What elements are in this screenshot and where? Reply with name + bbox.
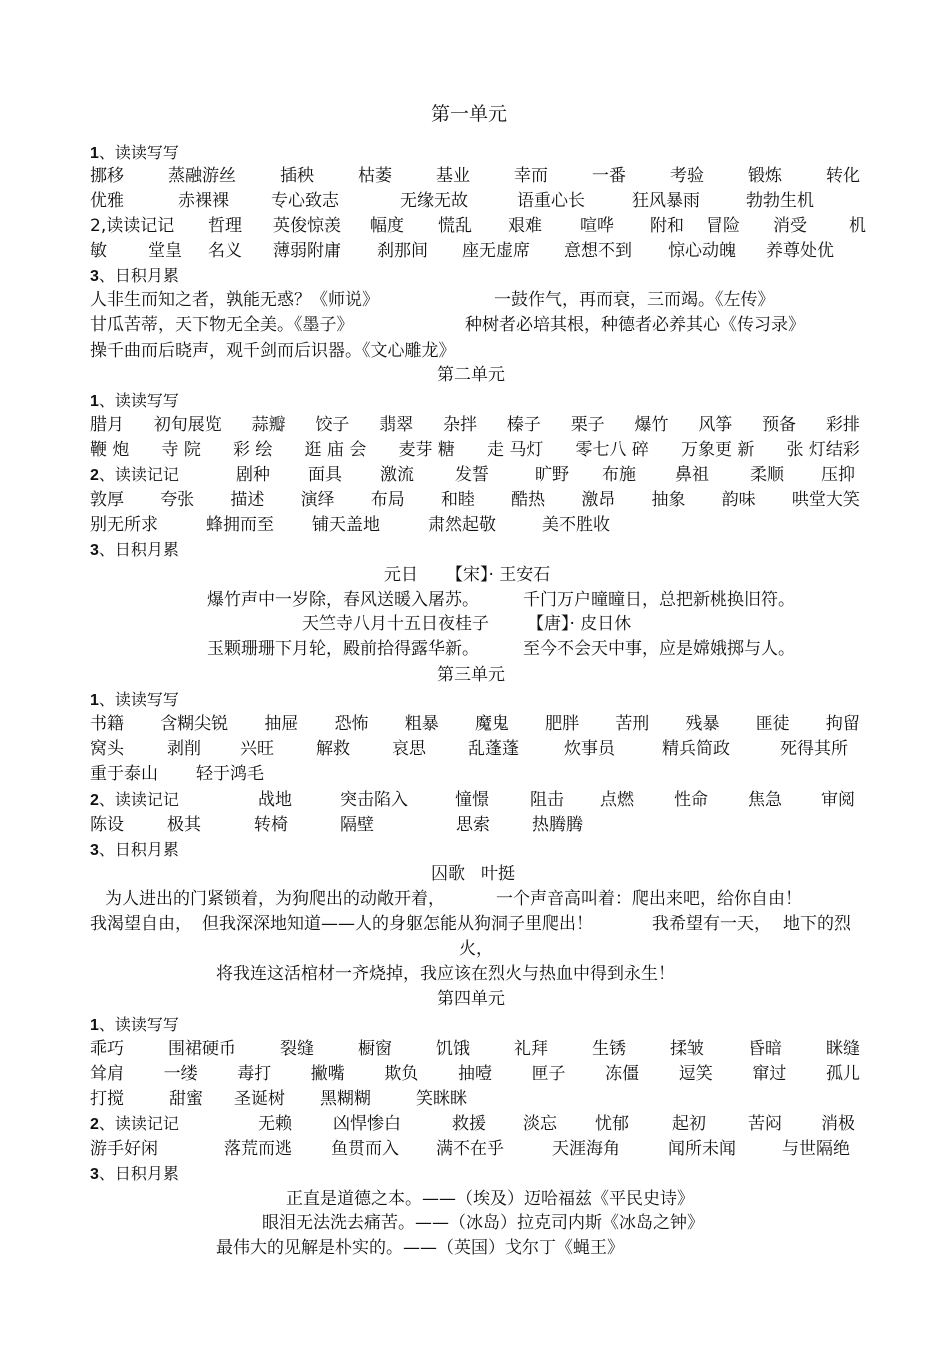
u3-heading-1: 1、读读写写 bbox=[90, 690, 179, 709]
u1-quote-1b: 一鼓作气，再而衰，三而竭。《左传》 bbox=[494, 290, 775, 310]
vocab-word: 肥胖 bbox=[545, 714, 580, 734]
vocab-word: 抽噎 bbox=[457, 1064, 492, 1084]
vocab-word: 无缘无故 bbox=[400, 191, 468, 211]
vocab-word: 发誓 bbox=[455, 465, 489, 485]
vocab-word: 窜过 bbox=[752, 1064, 787, 1084]
u2-poem-1-title: 元日 bbox=[384, 565, 418, 585]
vocab-word: 剥削 bbox=[167, 739, 201, 759]
u3-poem-line-2b: 但我深深地知道——人的身躯怎能从狗洞子里爬出！ bbox=[202, 914, 593, 934]
u1-word-row-1 bbox=[90, 165, 860, 187]
vocab-word: 眯缝 bbox=[826, 1039, 860, 1059]
vocab-word: 枯萎 bbox=[358, 166, 392, 186]
vocab-word: 忧郁 bbox=[595, 1114, 629, 1134]
vocab-word: 座无虚席 bbox=[462, 241, 530, 261]
vocab-word: 名义 bbox=[208, 241, 242, 261]
u1-quote-1a: 人非生而知之者，孰能无惑？《师说》 bbox=[90, 290, 379, 310]
u4-quote-1: 正直是道德之本。——（埃及）迈哈福兹《平民史诗》 bbox=[286, 1189, 694, 1209]
u2-poem-1-author: 【宋】· 王安石 bbox=[446, 565, 551, 585]
vocab-word: 初旬展览 bbox=[153, 415, 222, 435]
vocab-word: 爆竹 bbox=[634, 415, 669, 435]
vocab-word: 激昂 bbox=[581, 490, 616, 510]
vocab-word: 零七八 碎 bbox=[575, 440, 649, 460]
vocab-word: 冒险 bbox=[706, 216, 740, 236]
vocab-word: 甜蜜 bbox=[169, 1089, 203, 1109]
vocab-word: 性命 bbox=[674, 790, 708, 810]
vocab-word: 蒜瓣 bbox=[251, 415, 286, 435]
vocab-word: 思索 bbox=[456, 815, 490, 835]
vocab-word: 打搅 bbox=[90, 1089, 124, 1109]
vocab-word: 布局 bbox=[370, 490, 405, 510]
vocab-word: 一缕 bbox=[163, 1064, 198, 1084]
vocab-word: 夸张 bbox=[160, 490, 195, 510]
vocab-word: 饥饿 bbox=[436, 1039, 470, 1059]
vocab-word: 抽屉 bbox=[264, 714, 299, 734]
u1-quote-3: 操千曲而后晓声，观千剑而后识器。《文心雕龙》 bbox=[90, 341, 456, 361]
vocab-word: 恐怖 bbox=[334, 714, 369, 734]
vocab-word: 苦闷 bbox=[748, 1114, 782, 1134]
vocab-word: 鼻祖 bbox=[675, 465, 709, 485]
vocab-word: 生锈 bbox=[592, 1039, 626, 1059]
u3-word-row-1 bbox=[90, 713, 860, 735]
vocab-word: 陈设 bbox=[90, 815, 124, 835]
vocab-word: 圣诞树 bbox=[234, 1089, 285, 1109]
vocab-word: 喧哗 bbox=[580, 216, 614, 236]
vocab-word: 点燃 bbox=[600, 790, 634, 810]
vocab-word: 万象更 新 bbox=[681, 440, 755, 460]
vocab-word: 冻僵 bbox=[605, 1064, 640, 1084]
u2-heading-2: 2、读读记记 bbox=[90, 465, 179, 484]
vocab-word: 一番 bbox=[592, 166, 626, 186]
vocab-word: 面具 bbox=[308, 465, 342, 485]
u2-heading-3: 3、日积月累 bbox=[90, 540, 179, 559]
vocab-word: 闻所未闻 bbox=[668, 1139, 736, 1159]
vocab-word: 榛子 bbox=[506, 415, 541, 435]
u3-poem-line-3: 火， bbox=[459, 939, 493, 959]
vocab-word: 张 灯结彩 bbox=[786, 440, 860, 460]
vocab-word: 演绎 bbox=[300, 490, 335, 510]
u2-poem-1-line-1: 爆竹声中一岁除，春风送暖入屠苏。 bbox=[207, 590, 479, 610]
u1-quote-2b: 种树者必培其根，种德者必养其心《传习录》 bbox=[465, 315, 805, 335]
vocab-word: 消受 bbox=[773, 216, 807, 236]
u3-heading-3: 3、日积月累 bbox=[90, 840, 179, 859]
vocab-word: 薄弱附庸 bbox=[273, 241, 341, 261]
vocab-word: 乖巧 bbox=[90, 1039, 124, 1059]
vocab-word: 慌乱 bbox=[438, 216, 472, 236]
u2-poem-1-line-2: 千门万户曈曈日，总把新桃换旧符。 bbox=[523, 590, 795, 610]
vocab-word: 走 马灯 bbox=[486, 440, 544, 460]
vocab-word: 描述 bbox=[230, 490, 265, 510]
vocab-word: 和睦 bbox=[440, 490, 475, 510]
vocab-word: 欺负 bbox=[384, 1064, 419, 1084]
u3-poem-line-1b: 一个声音高叫着：爬出来吧，给你自由！ bbox=[496, 889, 802, 909]
vocab-word: 审阅 bbox=[821, 790, 855, 810]
vocab-word: 凶悍惨白 bbox=[333, 1114, 401, 1134]
vocab-word: 匪徒 bbox=[755, 714, 790, 734]
u4-quote-2: 眼泪无法洗去痛苦。——（冰岛）拉克司内斯《冰岛之钟》 bbox=[262, 1213, 704, 1233]
vocab-word: 满不在乎 bbox=[436, 1139, 504, 1159]
vocab-word: 考验 bbox=[670, 166, 704, 186]
vocab-word: 旷野 bbox=[535, 465, 569, 485]
vocab-word: 幅度 bbox=[370, 216, 404, 236]
vocab-word: 突击陷入 bbox=[340, 790, 408, 810]
vocab-word: 粗暴 bbox=[404, 714, 439, 734]
vocab-word: 隔壁 bbox=[340, 815, 374, 835]
u3-poem-author: 叶挺 bbox=[481, 864, 515, 884]
vocab-word: 乱蓬蓬 bbox=[468, 739, 519, 759]
vocab-word: 插秧 bbox=[280, 166, 314, 186]
vocab-word: 天涯海角 bbox=[552, 1139, 620, 1159]
vocab-word: 彩 绘 bbox=[233, 440, 273, 460]
vocab-word: 蒸融游丝 bbox=[168, 166, 236, 186]
vocab-word: 死得其所 bbox=[780, 739, 848, 759]
vocab-word: 抽象 bbox=[651, 490, 686, 510]
u1-quote-2a: 甘瓜苦蒂，天下物无全美。《墨子》 bbox=[90, 315, 354, 335]
vocab-word: 寺 院 bbox=[161, 440, 201, 460]
vocab-word: 彩排 bbox=[825, 415, 860, 435]
vocab-word: 昏暗 bbox=[748, 1039, 782, 1059]
u4-quote-3: 最伟大的见解是朴实的。——（英国）戈尔丁《蝇王》 bbox=[216, 1238, 624, 1258]
vocab-word: 无赖 bbox=[258, 1114, 292, 1134]
vocab-word: 哄堂大笑 bbox=[791, 490, 860, 510]
u4-heading-2: 2、读读记记 bbox=[90, 1114, 179, 1133]
vocab-word: 哀思 bbox=[392, 739, 426, 759]
vocab-word: 剧种 bbox=[236, 465, 270, 485]
vocab-word: 机 bbox=[849, 216, 866, 236]
vocab-word: 逗笑 bbox=[678, 1064, 713, 1084]
vocab-word: 孤儿 bbox=[825, 1064, 860, 1084]
u2-poem-2-line-1: 玉颗珊珊下月轮，殿前拾得露华新。 bbox=[207, 639, 479, 659]
vocab-word: 救援 bbox=[452, 1114, 486, 1134]
vocab-word: 黑糊糊 bbox=[320, 1089, 371, 1109]
u3-poem-line-1a: 为人进出的门紧锁着，为狗爬出的动敞开着， bbox=[105, 889, 445, 909]
u4-word-row-1 bbox=[90, 1038, 860, 1060]
vocab-word: 艰难 bbox=[508, 216, 542, 236]
vocab-word: 阻击 bbox=[530, 790, 564, 810]
vocab-word: 含糊尖锐 bbox=[160, 714, 229, 734]
vocab-word: 魔鬼 bbox=[474, 714, 509, 734]
vocab-word: 挪移 bbox=[90, 166, 124, 186]
vocab-word: 赤裸裸 bbox=[178, 191, 229, 211]
vocab-word: 残暴 bbox=[685, 714, 720, 734]
u1-heading-2: 2,读读记记 bbox=[90, 216, 175, 236]
u2-poem-2-author: 【唐】· 皮日休 bbox=[527, 614, 632, 634]
vocab-word: 麦芽 糖 bbox=[398, 440, 455, 460]
vocab-word: 勃勃生机 bbox=[746, 191, 814, 211]
unit-1-title: 第一单元 bbox=[431, 103, 508, 125]
vocab-word: 惊心动魄 bbox=[668, 241, 736, 261]
vocab-word: 堂皇 bbox=[148, 241, 182, 261]
vocab-word: 翡翠 bbox=[379, 415, 414, 435]
vocab-word: 书籍 bbox=[90, 714, 124, 734]
u4-heading-3: 3、日积月累 bbox=[90, 1164, 179, 1183]
vocab-word: 优雅 bbox=[90, 191, 124, 211]
vocab-word: 栗子 bbox=[570, 415, 605, 435]
vocab-word: 与世隔绝 bbox=[782, 1139, 850, 1159]
vocab-word: 蜂拥而至 bbox=[206, 515, 274, 535]
vocab-word: 礼拜 bbox=[514, 1039, 548, 1059]
vocab-word: 哲理 bbox=[208, 216, 242, 236]
vocab-word: 锻炼 bbox=[748, 166, 782, 186]
vocab-word: 狂风暴雨 bbox=[632, 191, 700, 211]
unit-4-title: 第四单元 bbox=[437, 989, 505, 1009]
vocab-word: 起初 bbox=[672, 1114, 706, 1134]
vocab-word: 耸肩 bbox=[90, 1064, 124, 1084]
u2-word-row-4 bbox=[90, 489, 860, 511]
vocab-word: 转椅 bbox=[254, 815, 288, 835]
vocab-word: 转化 bbox=[826, 166, 860, 186]
vocab-word: 淡忘 bbox=[523, 1114, 557, 1134]
vocab-word: 预备 bbox=[762, 415, 797, 435]
vocab-word: 压抑 bbox=[821, 465, 855, 485]
vocab-word: 专心致志 bbox=[271, 191, 339, 211]
vocab-word: 橱窗 bbox=[358, 1039, 392, 1059]
unit-3-title: 第三单元 bbox=[437, 665, 505, 685]
vocab-word: 养尊处优 bbox=[766, 241, 834, 261]
vocab-word: 别无所求 bbox=[90, 515, 158, 535]
vocab-word: 重于泰山 bbox=[90, 764, 158, 784]
vocab-word: 饺子 bbox=[315, 415, 350, 435]
vocab-word: 苦刑 bbox=[615, 714, 650, 734]
vocab-word: 裂缝 bbox=[280, 1039, 314, 1059]
vocab-word: 酷热 bbox=[511, 490, 546, 510]
u3-poem-line-2d: 地下的烈 bbox=[783, 914, 851, 934]
vocab-word: 精兵简政 bbox=[662, 739, 730, 759]
vocab-word: 激流 bbox=[380, 465, 414, 485]
vocab-word: 极其 bbox=[167, 815, 201, 835]
vocab-word: 窝头 bbox=[90, 739, 124, 759]
vocab-word: 游手好闲 bbox=[90, 1139, 158, 1159]
unit-2-title: 第二单元 bbox=[437, 365, 505, 385]
vocab-word: 揉皱 bbox=[670, 1039, 704, 1059]
vocab-word: 铺天盖地 bbox=[312, 515, 380, 535]
u2-poem-2-title: 天竺寺八月十五日夜桂子 bbox=[302, 614, 489, 634]
u3-heading-2: 2、读读记记 bbox=[90, 790, 179, 809]
vocab-word: 语重心长 bbox=[517, 191, 585, 211]
vocab-word: 憧憬 bbox=[455, 790, 489, 810]
vocab-word: 撇嘴 bbox=[310, 1064, 345, 1084]
vocab-word: 炊事员 bbox=[564, 739, 615, 759]
u1-heading-1: 1、读读写写 bbox=[90, 143, 179, 162]
vocab-word: 兴旺 bbox=[240, 739, 274, 759]
u2-word-row-2 bbox=[90, 439, 860, 461]
vocab-word: 笑眯眯 bbox=[416, 1089, 467, 1109]
vocab-word: 消极 bbox=[821, 1114, 855, 1134]
vocab-word: 韵味 bbox=[721, 490, 756, 510]
vocab-word: 战地 bbox=[258, 790, 292, 810]
vocab-word: 敦厚 bbox=[90, 490, 124, 510]
vocab-word: 落荒而逃 bbox=[224, 1139, 292, 1159]
vocab-word: 毒打 bbox=[237, 1064, 272, 1084]
u2-poem-2-line-2: 至今不会天中事，应是嫦娥掷与人。 bbox=[523, 639, 795, 659]
vocab-word: 拘留 bbox=[825, 714, 860, 734]
vocab-word: 基业 bbox=[436, 166, 470, 186]
vocab-word: 焦急 bbox=[748, 790, 782, 810]
u3-poem-line-2c: 我希望有一天， bbox=[652, 914, 771, 934]
vocab-word: 附和 bbox=[650, 216, 684, 236]
vocab-word: 敏 bbox=[90, 241, 107, 261]
vocab-word: 围裙硬币 bbox=[168, 1039, 236, 1059]
u1-heading-3: 3、日积月累 bbox=[90, 266, 179, 285]
vocab-word: 风筝 bbox=[698, 415, 733, 435]
vocab-word: 布施 bbox=[602, 465, 636, 485]
vocab-word: 鱼贯而入 bbox=[331, 1139, 399, 1159]
u4-word-row-2 bbox=[90, 1063, 860, 1085]
u3-poem-title: 囚歌 bbox=[431, 864, 465, 884]
vocab-word: 英俊惊羡 bbox=[273, 216, 341, 236]
vocab-word: 柔顺 bbox=[750, 465, 784, 485]
vocab-word: 肃然起敬 bbox=[428, 515, 496, 535]
u3-poem-line-2a: 我渴望自由， bbox=[90, 914, 192, 934]
vocab-word: 美不胜收 bbox=[542, 515, 610, 535]
vocab-word: 匣子 bbox=[531, 1064, 566, 1084]
vocab-word: 解救 bbox=[316, 739, 350, 759]
vocab-word: 刹那间 bbox=[377, 241, 428, 261]
vocab-word: 意想不到 bbox=[564, 241, 632, 261]
u2-word-row-1 bbox=[90, 414, 860, 436]
u4-heading-1: 1、读读写写 bbox=[90, 1015, 179, 1034]
vocab-word: 鞭 炮 bbox=[90, 440, 130, 460]
vocab-word: 腊月 bbox=[90, 415, 124, 435]
vocab-word: 杂拌 bbox=[443, 415, 478, 435]
vocab-word: 逛 庙 会 bbox=[304, 440, 367, 460]
u2-heading-1: 1、读读写写 bbox=[90, 391, 179, 410]
u3-poem-line-4: 将我连这活棺材一齐烧掉，我应该在烈火与热血中得到永生！ bbox=[216, 964, 675, 984]
vocab-word: 幸而 bbox=[514, 166, 548, 186]
vocab-word: 热腾腾 bbox=[532, 815, 583, 835]
vocab-word: 轻于鸿毛 bbox=[196, 764, 264, 784]
